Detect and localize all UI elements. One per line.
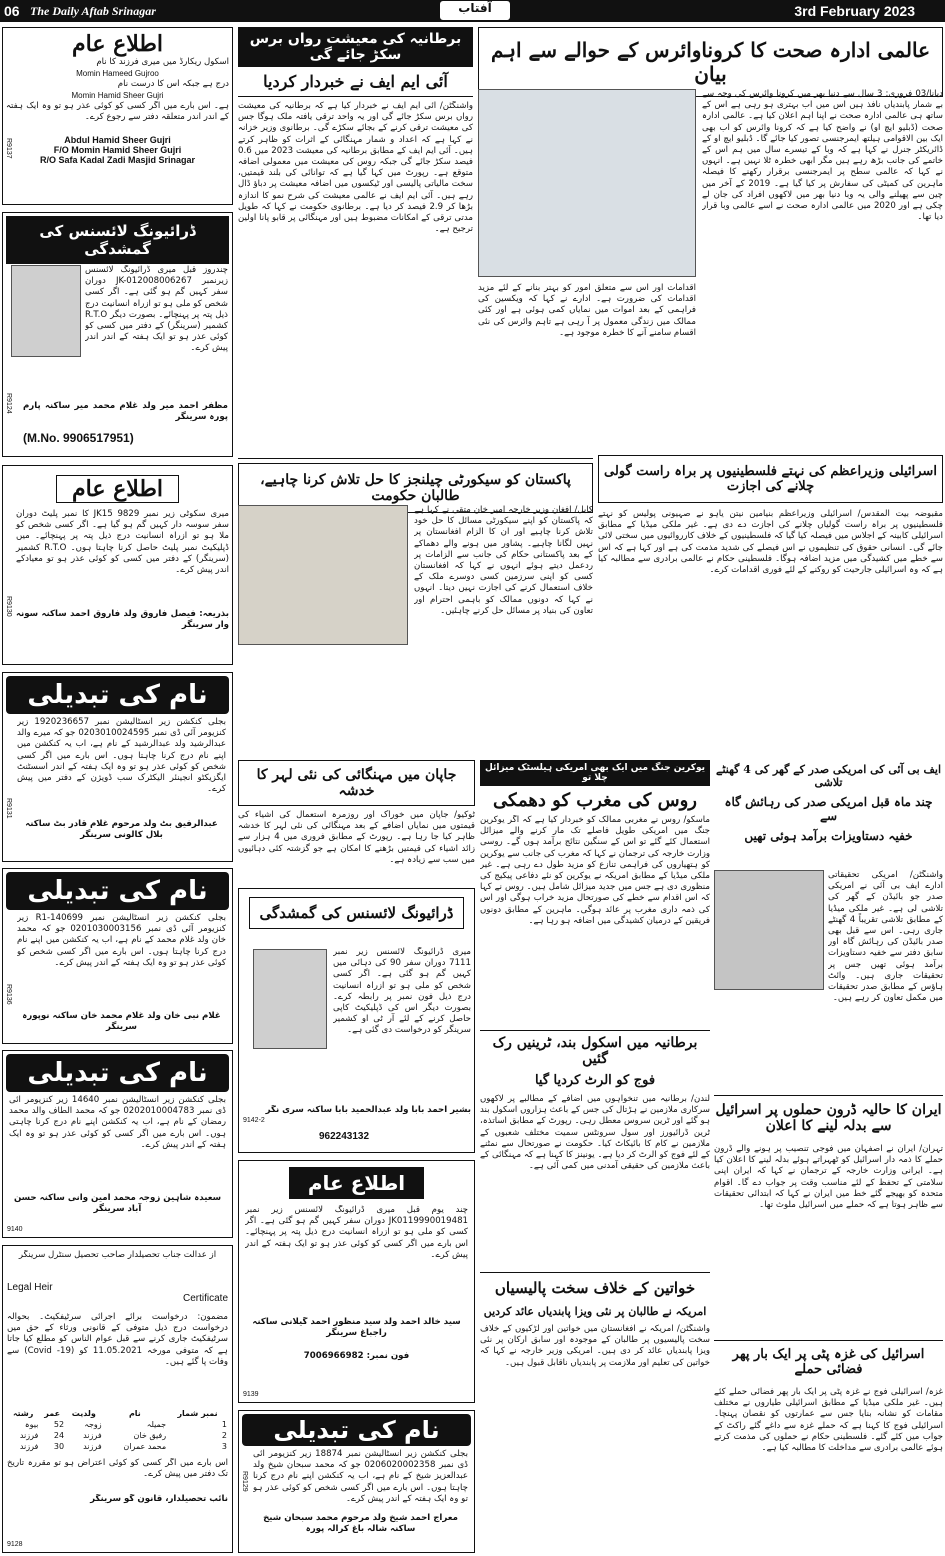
paper-name: The Daily Aftab Srinagar [30, 4, 156, 18]
story-body: مقبوضہ بیت المقدس/ اسرائیلی وزیراعظم بنیامین نیتن یاہو نے صہیونی پولیس کو نہتے فلسطینیوں پر براہ راست گولیاں چلانے کی اجازت دے دی ہے۔ غیر ملکی میڈیا کے مطابق اسرائیلی کابینہ کے اجلاس میں فیصلہ کیا گیا کہ فلسطینیوں کے خلاف کارروائیوں میں سختی لائی جائے گی۔ انسانی حقوق کی تنظیموں نے اس فیصلے کی شدید مذمت کی ہے اور کہا ہے کہ اس سے خطے میں کشیدگی میں مزید اضافہ ہوگا۔ فلسطینی حکام نے عالمی برادری سے مطالبہ کیا ہے کہ وہ اسرائیلی جارحیت کو روکنے کے لئے فوری اقدامات کرے۔ [598, 509, 943, 576]
headline: عالمی ادارہ صحت کا کروناوائرس کے حوالے سے اہم بیان [478, 27, 943, 97]
headline: برطانیہ میں اسکول بند، ٹرینیں رک گئیں [492, 1035, 698, 1067]
ad-code: 9139 [243, 1391, 259, 1398]
story-body: ماسکو/ روس نے مغربی ممالک کو خبردار کیا ہے کہ اگر یوکرین جنگ میں امریکی طویل فاصلے تک مار کرنے والے میزائل استعمال کئے گئے تو اس کے سنگین نتائج برآمد ہوں گے۔ روسی وزارت خارجہ کی ترجمان نے کہا کہ مغرب کی جانب سے یوکرین کو ہتھیاروں کی فراہمی تنازع کو مزید طول دے رہی ہے۔ غیر ملکی میڈیا کے مطابق امریکہ نے یوکرین کو نئے دفاعی پیکیج کی منظوری دی ہے جس میں جدید میزائل شامل ہیں۔ روس نے کہا کہ اس اقدام سے خطے کی صورتحال مزید خراب ہوگی اور اس کی ذمہ داری مغرب پر عائد ہوگی۔ ماہرین کے مطابق دونوں فریقین کے درمیان کشیدگی میں اضافہ ہو رہا ہے۔ [480, 815, 710, 926]
lab-photo [478, 89, 696, 277]
kicker: ایف بی آئی کی امریکی صدر کے گھر کی 4 گھنٹے تلاشی [716, 763, 941, 789]
logo: آفتاب [440, 1, 510, 20]
ad-title: نام کی تبدیلی [6, 872, 229, 910]
headline: پاکستان کو سیکورٹی چیلنجز کا حل تلاش کرنا چاہیے، طالبان حکومت [238, 463, 593, 513]
headline: ایران کا حالیہ ڈرون حملوں پر اسرائیل سے بدلہ لینے کا اعلان [715, 1102, 942, 1134]
ad-code: R9130 [5, 596, 12, 617]
ad-code: R9137 [5, 138, 12, 159]
story-body: واشنگٹن/ آئی ایم ایف نے خبردار کیا ہے کہ برطانیہ کی معیشت رواں برس سکڑ جائے گی اور یہ واحد ترقی یافتہ ملک ہوگا جس کی معیشت ترقی کرنے کے بجائے سکڑے گی۔ برطانوی وزیر خزانہ نے کہا ہے کہ اعداد و شمار مہنگائی کے اثرات کو ظاہر کرتے ہیں۔ آئی ایم ایف کے مطابق برطانیہ کی معیشت 2023 میں 0.6 فیصد سکڑ جائے گی جبکہ روس کی معیشت میں معمولی اضافہ متوقع ہے۔ رپورٹ میں کہا گیا ہے کہ توانائی کی بلند قیمتیں، سخت مالیاتی پالیسی اور ٹیکسوں میں اضافہ معیشت پر دباؤ ڈال رہے ہیں۔ آئی ایم ایف نے عالمی معیشت کی شرح نمو کا اندازہ بڑھا کر 2.9 فیصد کر دیا ہے۔ برطانوی حکومت نے کہا کہ طویل مدتی ترقی کے امکانات مضبوط ہیں اور مہنگائی پر قابو پانا اولین ترجیح ہے۔ [238, 101, 473, 235]
minister-photo [238, 505, 408, 645]
ad-title: نام کی تبدیلی [6, 676, 229, 714]
ad-notice-2: اطلاع عام میری سکوٹی زیر نمبر JK15 9829 کا نمبر پلیٹ دوران سفر سوسہ دار کہیں گم ہو گیا ہے۔ اگر کسی شخص کو ملا ہو تو ازراہ انسانیت درج ذیل پتہ پر پہنچائے۔ میں ڈپلیکیٹ نمبر پلیٹ حاصل کرنا چاہتا ہوں۔ R.T.O کشمیر (سرینگر) کے دفتر میں کسی کو کوئی عذر ہو تو معیادکے اندر پیش کرے۔ بذریعہ: فیصل فاروق ولد فاروق احمد ساکنہ سونہ وار سرینگر R9130 [2, 465, 233, 665]
subheadline: آئی ایم ایف نے خبردار کردیا [238, 67, 473, 97]
story-biden [714, 760, 943, 1090]
ad-code: R9124 [5, 393, 12, 414]
story-who [478, 27, 943, 447]
ad-code: R9129 [241, 1471, 248, 1492]
headline: خواتین کے خلاف سخت پالیسیاں [494, 1279, 696, 1297]
president-photo [714, 870, 824, 990]
portrait-photo [11, 265, 81, 357]
ad-license-lost-2: ڈرائیونگ لائسنس کی گمشدگی میری ڈرائیونگ لائسنس زیر نمبر 7111 دوران سفر 90 کی دہائی میں کہیں گم ہو گئی ہے۔ اگر کسی شخص کو ملی ہو تو ازراہ انسانیت درج ذیل فون نمبر پر رابطہ کرے۔ بصورت دیگر اس کی ڈپلیکیٹ کاپی حاصل کرنے کے لئے آر ٹی او کشمیر سرینگر کو درخواست دی گئی ہے۔ بشیر احمد بابا ولد عبدالحمید بابا ساکنہ سری نگر 962243132 9142-2 [238, 888, 475, 1153]
ad-title: ڈرائیونگ لائسنس کی گمشدگی [249, 897, 464, 929]
story-taliban [480, 1272, 710, 1553]
subheadline: فوج کو الرٹ کردیا گیا [534, 1073, 656, 1088]
ad-license-lost-1: ڈرائیونگ لائسنس کی گمشدگی چندروز قبل میری ڈرائیونگ لائسنس زیرنمبر JK-012008006267 دوران سفر کہیں گم ہو گئی ہے۔ اگر کسی شخص کو ملی ہو تو ازراہ انسانیت درج ذیل پتہ پر پہنچائے۔ بصورت دیگر R.T.O کشمیر (سرینگر) کے دفتر میں کسی کو کوئی عذر ہو تو ایک ہفتہ کے اندر اندر پیش کرے۔ مظفر احمد میر ولد غلام محمد میر ساکنہ پارم پورہ سرینگر (M.No. 9906517951) R9124 [2, 212, 233, 457]
headline: اسرائیل کی غزہ پٹی پر ایک بار پھر فضائی حملے [732, 1347, 925, 1377]
headline: چند ماہ قبل امریکی صدر کی رہائش گاہ سے [724, 795, 933, 823]
ad-title: نام کی تبدیلی [242, 1414, 471, 1446]
story-body-cont: اقدامات اور اس سے متعلق امور کو بہتر بنانے کے لئے مزید اقدامات کی ضرورت ہے۔ ادارے نے کہا کہ ویکسین کی فراہمی کے بعد اموات میں نمایاں کمی ہوئی ہے اور کئی ممالک میں زندگی معمول پر آ رہی ہے تاہم وائرس کی نئی اقسام سامنے آنے کا خطرہ موجود ہے۔ [478, 283, 696, 338]
masthead [0, 0, 945, 22]
story-iran [714, 1095, 943, 1335]
issue-date: 3rd February 2023 [794, 3, 915, 19]
story-russia [480, 760, 710, 1028]
ad-code: R9131 [5, 798, 12, 819]
ad-code: R9136 [5, 984, 12, 1005]
subheadline: خفیہ دستاویزات برآمد ہوئی تھیں [744, 829, 913, 843]
headline: برطانیہ کی معیشت رواں برس سکڑ جائے گی [238, 27, 473, 67]
ad-code: 9140 [7, 1226, 23, 1233]
ad-notice-3: اطلاع عام چند یوم قبل میری ڈرائیونگ لائسنس زیر نمبر JK0119990019481 دوران سفر کہیں گم ہو گئی ہے۔ اگر کسی کو ملی ہو تو ازراہ انسانیت درج ذیل پتہ پر پہنچائے۔ اس بارے میں اگر کسی کو کوئی عذر ہو تو ایک ہفتہ کے اندر پیش کرے۔ سید خالد احمد ولد سید منظور احمد گیلانی ساکنہ راجباغ سرینگر فون نمبر: 7006966982 9139 [238, 1160, 475, 1403]
story-israel [598, 455, 943, 753]
story-imf [238, 27, 473, 452]
headline: اسرائیلی وزیراعظم کی نہتے فلسطینیوں پر براہ راست گولی چلانے کی اجازت [598, 455, 943, 503]
ad-legal-heir: از عدالت جناب تحصیلدار صاحب تحصیل سنٹرل سرینگر Legal Heir Certificate مضمون: درخواست برائے اجرائی سرٹیفکیٹ۔ بحوالہ درخواست درج ذیل متوفی کے قانونی ورثاء کے حق میں سرٹیفکیٹ جاری کرنے سے قبل عوام الناس کو مطلع کیا جاتا ہے کہ متوفی مورخہ 11.05.2021 کو (Covid -19) سے وفات پا گئے ہیں۔ نمبر شمار نام ولدیت عمر رشتہ 1 جمیلہ زوجہ 52 بیوہ 2 رفیق خان فرزند 24 فرزند 3 محمد عمران فرزند 30 فرزند اس بارے میں اگر کسی کو کوئی اعتراض ہو تو مقررہ تاریخ تک دفتر میں پیش کرے۔ نائب تحصیلدار، قانون گو سرینگر 9128 [2, 1245, 233, 1553]
subheadline: امریکہ نے طالبان پر نئی ویزا پابندیاں عائد کردیں [483, 1305, 707, 1318]
story-uk [480, 1030, 710, 1265]
story-body: واشنگٹن/ امریکہ نے افغانستان میں خواتین اور لڑکیوں کے خلاف سخت پالیسیوں پر طالبان کے موجودہ اور سابق ارکان پر نئی ویزا پابندیاں عائد کر دی ہیں۔ امریکی وزیر خارجہ نے کہا کہ خواتین کی تعلیم اور ملازمت پر پابندیاں ناقابل قبول ہیں۔ [480, 1324, 710, 1368]
table-row: 1 جمیلہ زوجہ 52 بیوہ [24, 1420, 227, 1429]
ad-title: نام کی تبدیلی [6, 1054, 229, 1092]
ad-title: اطلاع عام [56, 475, 179, 503]
ad-name-change-1: نام کی تبدیلی بجلی کنکشن زیر انسٹالیشن نمبر 1920236657 زیر کنزیومر آئی ڈی نمبر 0203010024595 جو کہ میرے والد عبدالرشید ولد عبدالرشید کے نام ہے، اب یہ کنکشن میں اپنے نام درج کرنا چاہتا ہوں۔ اس بارے میں اگر کسی شخص کو کوئی عذر ہو تو وہ ایک ہفتہ کے اندر اسسٹنٹ ایگزیکٹو انجینئر الیکٹرک سب ڈویژن کے دفتر میں پیش کرے۔ عبدالرفیق بٹ ولد مرحوم غلام قادر بٹ ساکنہ بلال کالونی سرینگر R9131 [2, 672, 233, 862]
ad-code: 9128 [7, 1541, 23, 1548]
page-number: 06 [4, 3, 20, 19]
story-body: واشنگٹن/ امریکی تحقیقاتی ادارے ایف بی آئی نے امریکی صدر جو بائیڈن کے گھر کی تلاشی لی ہے۔ غیر ملکی میڈیا کے مطابق تلاشی تقریباً 4 گھنٹے جاری رہی۔ اس سے قبل بھی صدر بائیڈن کی رہائش گاہ اور سابق دفتر سے خفیہ دستاویزات برآمد ہوئی تھیں جس پر تحقیقات جاری ہیں۔ وائٹ ہاؤس کے مطابق صدر تحقیقات میں مکمل تعاون کر رہے ہیں۔ [828, 870, 943, 1004]
story-body: لندن/ برطانیہ میں تنخواہوں میں اضافے کے مطالبے پر لاکھوں سرکاری ملازمین نے ہڑتال کی جس کے باعث ہزاروں اسکول بند ہو گئے اور ٹرین سروس معطل رہی۔ رپورٹ کے مطابق اساتذہ، ٹرین ڈرائیورز اور سول سرونٹس سمیت مختلف شعبوں کے ملازمین نے کام کا بائیکاٹ کیا۔ حکومت نے صورتحال سے نمٹنے کے لئے فوج کو الرٹ کر دیا ہے۔ یونینز کا کہنا ہے کہ مہنگائی کے باعث ملازمین کی حقیقی آمدنی میں کمی آئی ہے۔ [480, 1094, 710, 1172]
story-body: دیانا/03 فروری: 3 سال سے دنیا بھر میں کرونا وائرس کی وجہ سے بے شمار پابندیاں نافذ ہیں اس میں اب بہتری ہو رہی ہے اس کے ساتھ ہی عالمی ادارہ صحت نے اپنا اہم اعلان کیا ہے۔ عالمی ادارہ صحت (ڈبلیو ایچ او) نے واضح کیا ہے کہ کرونا وائرس کو اب بھی ایک بین الاقوامی ہیلتھ ایمرجنسی تصور کیا جائے گا۔ ڈبلیو ایچ او کے ڈائریکٹر جنرل نے کہا ہے کہ وبا کے تیسرے سال میں ہم اس کے خاتمے کی جانب بڑھ رہے ہیں مگر ابھی خطرہ ٹلا نہیں ہے۔ انہوں نے کہا کہ عالمی سطح پر ایمرجنسی برقرار رکھنے کا فیصلہ ماہرین کی کمیٹی کی سفارش پر کیا گیا ہے۔ 2019 کے آخر میں چین سے پھیلنے والی یہ وبا دنیا بھر میں لاکھوں افراد کی جان لے چکی ہے اور 2020 میں عالمی ادارہ صحت نے اسے عالمی وبا قرار دیا تھا۔ [702, 89, 943, 223]
ad-title: ڈرائیونگ لائسنس کی گمشدگی [6, 216, 229, 264]
ad-notice-1: اطلاع عام اسکول ریکارڈ میں میری فرزند کا نام Momin Hameed Gujroo درج ہے جبکہ اس کا درست نام Momin Hamid Sheer Gujri ہے۔ اس بارے میں اگر کسی کو کوئی عذر ہو تو وہ ایک ہفتہ کے اندر اندر متعلقہ دفتر سے رجوع کرے۔ Abdul Hamid Sheer Gujri F/O Momin Hamid Sheer Gujri R/O Safa Kadal Zadi Masjid Srinagar R9137 [2, 27, 233, 205]
ad-code: 9142-2 [243, 1117, 265, 1124]
story-body: کابل/ افغان وزیر خارجہ امیر خان متقی نے کہا ہے کہ پاکستان کو اپنے سیکورٹی مسائل کا حل خود تلاش کرنا چاہیے اور ان کا الزام افغانستان پر نہیں لگانا چاہیے۔ پشاور میں ہونے والے دھماکے کے بعد پاکستانی حکام کی جانب سے الزامات پر ردعمل دیتے ہوئے انہوں نے کہا کہ افغانستان کسی کو اپنی سرزمین کسی دوسرے ملک کے خلاف استعمال کرنے کی اجازت نہیں دیتا۔ انہوں نے کہا کہ دونوں ممالک کو باہمی احترام اور تعاون کی بنیاد پر مسائل حل کرنے چاہئیں۔ [414, 505, 593, 616]
ad-name-change-4: نام کی تبدیلی بجلی کنکشن زیر انسٹالیشن نمبر 18874 زیر کنزیومر آئی ڈی نمبر 0206020002358 جو کہ محمد سبحان شیخ ولد عبدالعزیز شیخ کے نام ہے، اب یہ کنکشن اپنے نام درج کرنا چاہتا ہوں۔ اس بارے میں اگر کسی شخص کو کوئی عذر ہو تو وہ ایک ہفتہ کے اندر پیش کرے۔ معراج احمد شیخ ولد مرحوم محمد سبحان شیخ ساکنہ شالہ باغ کرالہ پورہ R9129 [238, 1410, 475, 1553]
table-row: 3 محمد عمران فرزند 30 فرزند [19, 1442, 227, 1451]
portrait-photo [253, 949, 327, 1049]
story-japan [238, 760, 475, 880]
story-gaza [714, 1340, 943, 1553]
ad-title: اطلاع عام [289, 1167, 424, 1199]
headline: روس کی مغرب کو دھمکی [493, 790, 697, 811]
table-row: 2 رفیق خان فرزند 24 فرزند [19, 1431, 227, 1440]
kicker: یوکرین جنگ میں ایک بھی امریکی ہیلسٹک میزائل چلا تو [480, 760, 710, 786]
ad-name-change-2: نام کی تبدیلی بجلی کنکشن زیر انسٹالیشن نمبر 140699-R1 زیر کنزیومر آئی ڈی نمبر 0201030003156 جو کہ محمد خان ولد غلام محمد کے نام ہے، اب یہ کنکشن میں اپنے نام درج کرنا چاہتا ہوں۔ اس بارے میں اگر کسی شخص کو کوئی عذر ہو تو وہ ایک ہفتہ کے اندر پیش کرے۔ غلام نبی خان ولد غلام محمد خان ساکنہ نوپورہ سرینگر R9136 [2, 868, 233, 1044]
story-pakistan [238, 458, 593, 753]
heirs-table: نمبر شمار نام ولدیت عمر رشتہ 1 جمیلہ زوجہ 52 بیوہ 2 رفیق خان فرزند 24 فرزند 3 محمد عمران فرزند 30 فرزند [7, 1408, 228, 1452]
story-body: ٹوکیو/ جاپان میں خوراک اور روزمرہ استعمال کی اشیاء کی قیمتوں میں نمایاں اضافے کے بعد مہنگائی کی نئی لہر کا خدشہ ظاہر کیا جا رہا ہے۔ رپورٹ کے مطابق فروری میں 4 ہزار سے زائد اشیاء کی قیمتیں بڑھنے کا امکان ہے جو گزشتہ کئی دہائیوں میں سب سے زیادہ ہے۔ [238, 810, 475, 865]
ad-title: اطلاع عام [72, 31, 163, 57]
story-body: غزہ/ اسرائیلی فوج نے غزہ پٹی پر ایک بار پھر فضائی حملے کئے ہیں۔ غیر ملکی میڈیا کے مطابق اسرائیلی طیاروں نے مختلف مقامات کو نشانہ بنایا جس سے عمارتوں کو نقصان پہنچا۔ اسرائیلی فوج کا کہنا ہے کہ حملے غزہ سے داغے گئے راکٹ کے جواب میں کئے گئے۔ فلسطینی حکام نے حملوں کی مذمت کرتے ہوئے عالمی برادری سے مداخلت کا مطالبہ کیا ہے۔ [714, 1387, 943, 1454]
ad-name-change-3: نام کی تبدیلی بجلی کنکشن زیر انسٹالیشن نمبر 14640 زیر کنزیومر آئی ڈی نمبر 0202010004783 جو کہ محمد الطاف والد محمد رمضان کے نام ہے، اب یہ کنکشن اپنے نام درج کرنا چاہتی ہوں۔ اس بارے میں اگر کسی کو کوئی عذر ہو تو وہ ایک ہفتہ کے اندر پیش کرے۔ سعیدہ شاہین زوجہ محمد امین وانی ساکنہ حسن آباد سرینگر 9140 [2, 1050, 233, 1238]
story-body: تہران/ ایران نے اصفہان میں فوجی تنصیب پر ہونے والے ڈرون حملے کا ذمہ دار اسرائیل کو ٹھہراتے ہوئے بدلہ لینے کا اعلان کیا ہے۔ ایرانی وزارت خارجہ کے ترجمان نے کہا کہ ایران اپنی سلامتی کے تحفظ کے لئے مناسب وقت پر جواب دے گا۔ اقوام متحدہ کو بھیجے گئے خط میں ایران نے کہا کہ ابتدائی تحقیقات سے ظاہر ہوتا ہے کہ حملے میں اسرائیل ملوث تھا۔ [714, 1144, 943, 1211]
headline: جاپان میں مہنگائی کی نئی لہر کا خدشہ [238, 760, 475, 806]
